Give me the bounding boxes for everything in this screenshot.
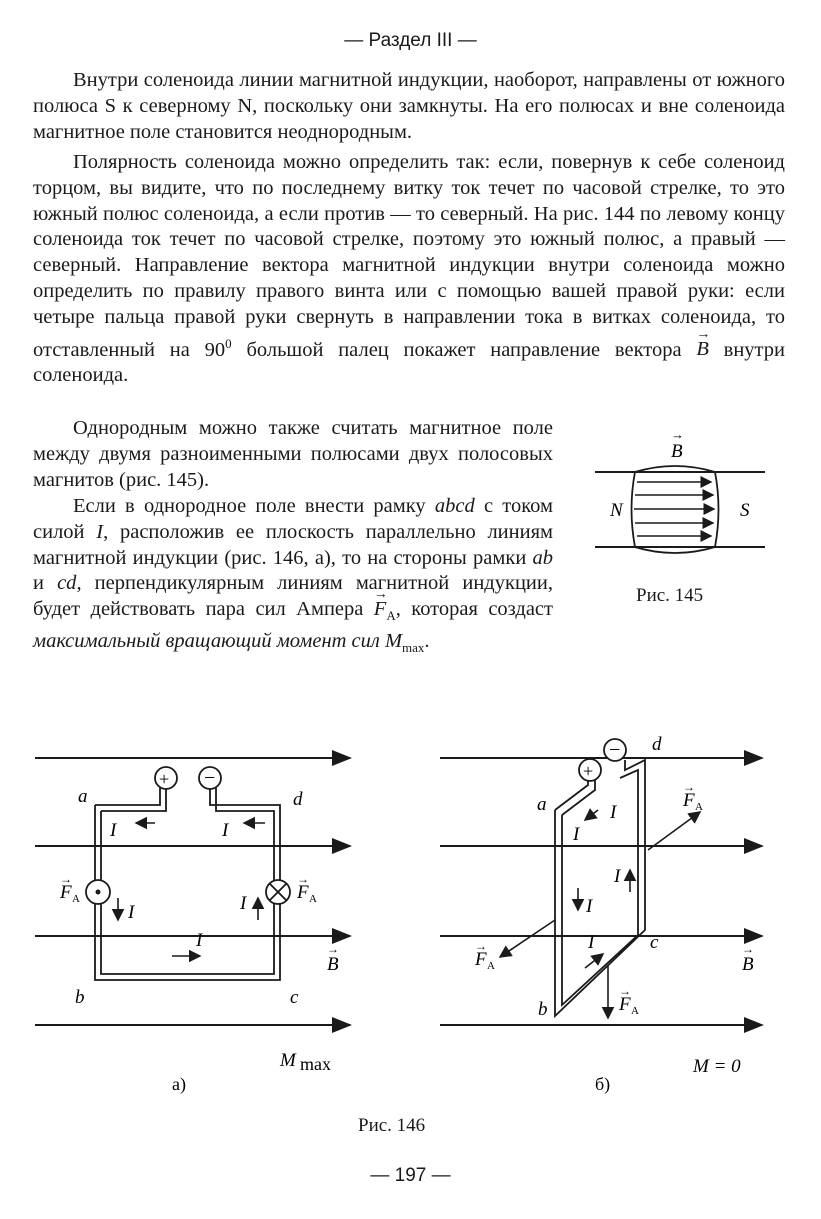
svg-text:d: d <box>652 734 662 755</box>
svg-text:→: → <box>671 427 684 442</box>
svg-text:c: c <box>650 932 659 953</box>
svg-text:→: → <box>60 872 72 886</box>
svg-text:a: a <box>537 794 547 815</box>
figure-146-diagram <box>0 720 821 1100</box>
label-Mmax: M <box>280 1050 296 1071</box>
svg-text:→: → <box>327 942 339 956</box>
svg-text:A: A <box>72 893 80 905</box>
paragraph-4: Если в однородное поле внести рамку abcd с током силой I, расположив ее плоскость параллельно линиям магнитной индукции (рис. 146, а), то на стороны рамки ab и cd, перпендикулярным линиям магнитной индукции, будет действовать пара сил Ампера → $F_A$, которая создаст максимальный вращающий момент сил $M_{max}$. <box>33 494 553 661</box>
svg-text:→: → <box>475 939 487 953</box>
svg-text:I: I <box>196 930 203 951</box>
field-lines <box>634 482 714 536</box>
svg-text:b: b <box>75 987 85 1008</box>
svg-text:→: → <box>683 780 695 794</box>
svg-text:I: I <box>110 820 117 841</box>
vector-B: → B <box>696 337 709 363</box>
label-M0: M = 0 <box>693 1056 741 1077</box>
svg-text:a: a <box>78 786 88 807</box>
svg-text:max: max <box>300 1054 331 1074</box>
paragraph-3: Однородным можно также считать магнитное поле между двумя разноименными полюсами двух полосовых магнитов (рис. 145). <box>33 417 553 491</box>
svg-text:I: I <box>128 902 135 923</box>
svg-text:F: F <box>683 790 695 811</box>
running-header: — Раздел III — <box>344 30 477 51</box>
minus-terminal-a: − <box>204 767 216 789</box>
subfig-a-label: а) <box>172 1074 186 1094</box>
svg-text:I: I <box>573 824 580 845</box>
plus-terminal-b: + <box>583 761 594 781</box>
svg-text:c: c <box>290 987 299 1008</box>
svg-text:→: → <box>297 872 309 886</box>
svg-text:F: F <box>475 949 487 970</box>
vector-F: → F <box>374 597 387 623</box>
svg-text:I: I <box>614 866 621 887</box>
frame-b <box>555 760 645 1016</box>
svg-text:I: I <box>240 893 247 914</box>
svg-text:d: d <box>293 789 303 810</box>
label-N: N <box>610 500 623 521</box>
label-S: S <box>740 500 750 521</box>
svg-text:B: B <box>327 954 339 975</box>
field-lines-b <box>440 758 762 1025</box>
svg-text:A: A <box>487 960 495 972</box>
figure-145-diagram <box>585 425 785 565</box>
svg-text:F: F <box>619 994 631 1015</box>
svg-text:I: I <box>222 820 229 841</box>
svg-text:→: → <box>619 984 631 998</box>
svg-text:I: I <box>586 896 593 917</box>
plus-terminal-a: + <box>159 769 170 789</box>
figure-145-caption: Рис. 145 <box>636 585 704 606</box>
svg-text:b: b <box>538 999 548 1020</box>
figure-146-caption: Рис. 146 <box>358 1115 426 1136</box>
svg-text:A: A <box>631 1005 639 1017</box>
svg-text:B: B <box>742 954 754 975</box>
svg-text:A: A <box>695 801 703 813</box>
label-B: B <box>671 441 683 462</box>
svg-text:A: A <box>309 893 317 905</box>
subfig-b-label: б) <box>595 1074 611 1094</box>
minus-terminal-b: − <box>609 739 621 761</box>
svg-text:I: I <box>610 802 617 823</box>
page-number: — 197 — <box>370 1165 451 1186</box>
paragraph-1: Внутри соленоида линии магнитной индукции, наоборот, направлены от южного полюса S к северному N, поскольку они замкнуты. На его полюсах и вне соленоида магнитное поле становится неоднородным. <box>33 69 785 143</box>
svg-text:F: F <box>60 882 72 903</box>
svg-text:F: F <box>297 882 309 903</box>
paragraph-2: Полярность соленоида можно определить так: если, повернув к себе соленоид торцом, вы видите, что по последнему витку ток течет по часовой стрелке, то это южный полюс соленоида, а если против — то северный. На рис. 144 по левому концу соленоида ток течет по часовой стрелке, поэтому это южный полюс, а правый — северный. Направление вектора магнитной индукции внутри соленоида можно определить по правилу правого винта или с помощью вашей правой руки: если четыре пальца правой руки свернуть в направлении тока в витках соленоида, то отставленный на $90^0$ большой палец покажет направление вектора → B внутри соленоида. <box>33 150 785 389</box>
frame-a <box>95 788 280 980</box>
svg-text:→: → <box>742 942 754 956</box>
svg-text:I: I <box>588 932 595 953</box>
